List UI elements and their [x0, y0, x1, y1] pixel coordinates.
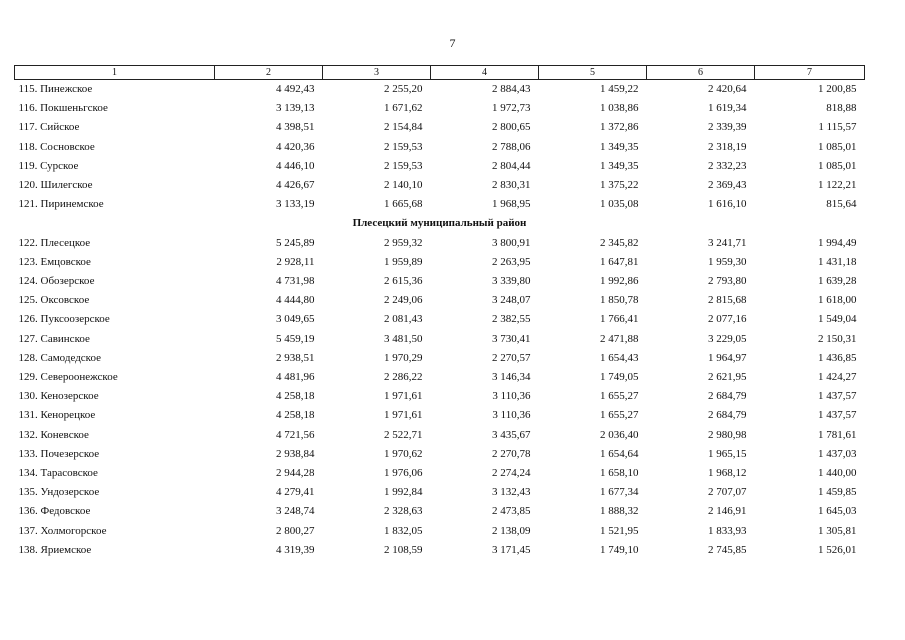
- value-cell: 1 375,22: [600, 179, 639, 192]
- value-cell: 1 618,00: [818, 294, 857, 307]
- value-cell: 4 481,96: [276, 371, 315, 384]
- value-cell: 2 339,39: [708, 121, 747, 134]
- value-cell: 1 305,81: [818, 524, 857, 537]
- header-cell: 3: [323, 66, 431, 80]
- table-row: [15, 483, 865, 502]
- row-name-cell: 135. Ундозерское: [18, 486, 100, 499]
- value-cell: 2 154,84: [384, 121, 423, 134]
- value-cell: 2 473,85: [492, 505, 531, 518]
- value-cell: 1 976,06: [384, 467, 423, 480]
- value-cell: 1 677,34: [600, 486, 639, 499]
- row-name-cell: 137. Холмогорское: [18, 524, 107, 537]
- value-cell: 1 971,61: [384, 390, 423, 403]
- table-row: [15, 157, 865, 176]
- value-cell: 2 255,20: [384, 83, 423, 95]
- value-cell: 1 994,49: [818, 236, 857, 249]
- value-cell: 1 526,01: [818, 543, 857, 556]
- value-cell: 2 928,11: [276, 255, 315, 268]
- row-name-cell: 126. Пуксоозерское: [18, 313, 110, 326]
- value-cell: 4 319,39: [276, 543, 315, 556]
- section-title: Плесецкий муниципальный район: [352, 217, 527, 230]
- value-cell: 2 938,51: [276, 351, 315, 364]
- value-cell: 1 992,86: [600, 275, 639, 288]
- value-cell: 2 615,36: [384, 275, 423, 288]
- value-cell: 1 431,18: [818, 255, 857, 268]
- value-cell: 2 938,84: [276, 447, 315, 460]
- row-name-cell: 128. Самодедское: [18, 351, 101, 364]
- value-cell: 2 522,71: [384, 428, 423, 441]
- value-cell: 1 781,61: [818, 428, 857, 441]
- table-row: [15, 118, 865, 137]
- value-cell: 1 654,64: [600, 447, 639, 460]
- value-cell: 1 437,03: [818, 447, 857, 460]
- value-cell: 2 707,07: [708, 486, 747, 499]
- table-row: [15, 387, 865, 406]
- value-cell: 1 085,01: [818, 159, 857, 172]
- value-cell: 2 328,63: [384, 505, 423, 518]
- header-cell: 2: [215, 66, 323, 80]
- value-cell: 1 437,57: [818, 390, 857, 403]
- value-cell: 2 369,43: [708, 179, 747, 192]
- value-cell: 1 749,05: [600, 371, 639, 384]
- value-cell: 2 684,79: [708, 409, 747, 422]
- value-cell: 1 850,78: [600, 294, 639, 307]
- value-cell: 2 138,09: [492, 524, 531, 537]
- row-name-cell: 117. Сийское: [18, 121, 80, 134]
- value-cell: 4 721,56: [276, 428, 315, 441]
- table-row: [15, 541, 865, 560]
- value-cell: 1 639,28: [818, 275, 857, 288]
- table-row: [15, 138, 865, 157]
- row-name-cell: 121. Пиринемское: [18, 198, 104, 211]
- table-row: [15, 272, 865, 291]
- value-cell: 1 959,89: [384, 255, 423, 268]
- value-cell: 815,64: [826, 198, 857, 211]
- value-cell: 2 815,68: [708, 294, 747, 307]
- table-row: [15, 310, 865, 329]
- row-name-cell: 131. Кенорецкое: [18, 409, 96, 422]
- value-cell: 4 279,41: [276, 486, 315, 499]
- value-cell: 3 481,50: [384, 332, 423, 345]
- table-row: [15, 330, 865, 349]
- header-cell: 7: [755, 66, 865, 80]
- header-cell: 4: [431, 66, 539, 80]
- value-cell: 3 435,67: [492, 428, 531, 441]
- value-cell: 1 968,12: [708, 467, 747, 480]
- value-cell: 3 110,36: [492, 409, 531, 422]
- value-cell: 2 263,95: [492, 255, 531, 268]
- value-cell: 1 459,85: [818, 486, 857, 499]
- value-cell: 2 804,44: [492, 159, 531, 172]
- value-cell: 2 249,06: [384, 294, 423, 307]
- table-row: [15, 522, 865, 541]
- row-name-cell: 130. Кенозерское: [18, 390, 99, 403]
- value-cell: 1 749,10: [600, 543, 639, 556]
- value-cell: 3 133,19: [276, 198, 315, 211]
- data-table: [14, 65, 865, 560]
- value-cell: 2 318,19: [708, 140, 747, 153]
- table-row: [15, 176, 865, 195]
- value-cell: 1 616,10: [708, 198, 747, 211]
- table-row: [15, 368, 865, 387]
- value-cell: 2 793,80: [708, 275, 747, 288]
- row-name-cell: 136. Федовское: [18, 505, 91, 518]
- value-cell: 2 830,31: [492, 179, 531, 192]
- row-name-cell: 134. Тарасовское: [18, 467, 98, 480]
- row-name-cell: 129. Североонежское: [18, 371, 118, 384]
- value-cell: 5 459,19: [276, 332, 315, 345]
- value-cell: 2 159,53: [384, 140, 423, 153]
- value-cell: 2 270,57: [492, 351, 531, 364]
- value-cell: 4 731,98: [276, 275, 315, 288]
- value-cell: 2 621,95: [708, 371, 747, 384]
- value-cell: 1 658,10: [600, 467, 639, 480]
- value-cell: 2 684,79: [708, 390, 747, 403]
- value-cell: 1 436,85: [818, 351, 857, 364]
- value-cell: 5 245,89: [276, 236, 315, 249]
- value-cell: 1 549,04: [818, 313, 857, 326]
- value-cell: 4 492,43: [276, 83, 315, 95]
- table-row: [15, 464, 865, 483]
- table-row: [15, 349, 865, 368]
- value-cell: 3 248,74: [276, 505, 315, 518]
- value-cell: 1 671,62: [384, 102, 423, 115]
- table-row: [15, 291, 865, 310]
- value-cell: 3 132,43: [492, 486, 531, 499]
- value-cell: 1 349,35: [600, 140, 639, 153]
- value-cell: 3 139,13: [276, 102, 315, 115]
- value-cell: 1 122,21: [818, 179, 857, 192]
- value-cell: 1 655,27: [600, 409, 639, 422]
- value-cell: 1 619,34: [708, 102, 747, 115]
- row-name-cell: 138. Яриемское: [18, 543, 92, 556]
- row-name-cell: 132. Коневское: [18, 428, 89, 441]
- value-cell: 2 980,98: [708, 428, 747, 441]
- row-name-cell: 122. Плесецкое: [18, 236, 91, 249]
- value-cell: 2 959,32: [384, 236, 423, 249]
- value-cell: 2 146,91: [708, 505, 747, 518]
- value-cell: 2 382,55: [492, 313, 531, 326]
- value-cell: 1 200,85: [818, 83, 857, 95]
- value-cell: 1 766,41: [600, 313, 639, 326]
- row-name-cell: 118. Сосновское: [18, 140, 95, 153]
- row-name-cell: 133. Почезерское: [18, 447, 100, 460]
- value-cell: 3 800,91: [492, 236, 531, 249]
- value-cell: 2 286,22: [384, 371, 423, 384]
- value-cell: 1 833,93: [708, 524, 747, 537]
- table-row: [15, 99, 865, 118]
- row-name-cell: 120. Шилегское: [18, 179, 93, 192]
- value-cell: 1 654,43: [600, 351, 639, 364]
- value-cell: 3 241,71: [708, 236, 747, 249]
- value-cell: 2 944,28: [276, 467, 315, 480]
- table-row: [15, 426, 865, 445]
- value-cell: 1 647,81: [600, 255, 639, 268]
- value-cell: 2 270,78: [492, 447, 531, 460]
- value-cell: 1 965,15: [708, 447, 747, 460]
- value-cell: 4 420,36: [276, 140, 315, 153]
- value-cell: 1 992,84: [384, 486, 423, 499]
- row-name-cell: 116. Покшеньгское: [18, 102, 108, 115]
- row-name-cell: 115. Пинежское: [18, 83, 93, 95]
- row-name-cell: 125. Оксовское: [18, 294, 90, 307]
- table-row: [15, 80, 865, 100]
- value-cell: 2 788,06: [492, 140, 531, 153]
- value-cell: 4 444,80: [276, 294, 315, 307]
- row-name-cell: 127. Савинское: [18, 332, 90, 345]
- value-cell: 1 888,32: [600, 505, 639, 518]
- value-cell: 1 437,57: [818, 409, 857, 422]
- value-cell: 1 655,27: [600, 390, 639, 403]
- value-cell: 3 248,07: [492, 294, 531, 307]
- value-cell: 1 832,05: [384, 524, 423, 537]
- value-cell: 1 645,03: [818, 505, 857, 518]
- value-cell: 4 258,18: [276, 409, 315, 422]
- value-cell: 4 426,67: [276, 179, 315, 192]
- value-cell: 2 036,40: [600, 428, 639, 441]
- value-cell: 1 085,01: [818, 140, 857, 153]
- value-cell: 4 258,18: [276, 390, 315, 403]
- value-cell: 3 146,34: [492, 371, 531, 384]
- value-cell: 2 345,82: [600, 236, 639, 249]
- row-name-cell: 119. Сурское: [18, 159, 79, 172]
- value-cell: 1 964,97: [708, 351, 747, 364]
- value-cell: 1 115,57: [818, 121, 857, 134]
- value-cell: 1 349,35: [600, 159, 639, 172]
- value-cell: 1 972,73: [492, 102, 531, 115]
- value-cell: 1 968,95: [492, 198, 531, 211]
- value-cell: 3 049,65: [276, 313, 315, 326]
- value-cell: 2 140,10: [384, 179, 423, 192]
- table-row: [15, 253, 865, 272]
- value-cell: 2 471,88: [600, 332, 639, 345]
- value-cell: 818,88: [826, 102, 857, 115]
- header-cell: 5: [539, 66, 647, 80]
- value-cell: 1 035,08: [600, 198, 639, 211]
- table-row: [15, 195, 865, 214]
- value-cell: 1 665,68: [384, 198, 423, 211]
- value-cell: 2 077,16: [708, 313, 747, 326]
- value-cell: 2 745,85: [708, 543, 747, 556]
- row-name-cell: 124. Обозерское: [18, 275, 95, 288]
- value-cell: 1 372,86: [600, 121, 639, 134]
- header-cell: 6: [647, 66, 755, 80]
- value-cell: 2 332,23: [708, 159, 747, 172]
- value-cell: 3 229,05: [708, 332, 747, 345]
- value-cell: 1 959,30: [708, 255, 747, 268]
- value-cell: 1 521,95: [600, 524, 639, 537]
- table-row: [15, 445, 865, 464]
- value-cell: 3 110,36: [492, 390, 531, 403]
- value-cell: 3 730,41: [492, 332, 531, 345]
- value-cell: 4 398,51: [276, 121, 315, 134]
- section-header-row: [15, 214, 865, 233]
- value-cell: 2 150,31: [818, 332, 857, 345]
- value-cell: 1 971,61: [384, 409, 423, 422]
- table-row: [15, 502, 865, 521]
- value-cell: 2 884,43: [492, 83, 531, 95]
- value-cell: 1 424,27: [818, 371, 857, 384]
- value-cell: 2 108,59: [384, 543, 423, 556]
- value-cell: 1 459,22: [600, 83, 639, 95]
- value-cell: 1 440,00: [818, 467, 857, 480]
- value-cell: 1 038,86: [600, 102, 639, 115]
- header-cell: 1: [15, 66, 215, 80]
- table-row: [15, 406, 865, 425]
- column-number-header: [15, 66, 865, 80]
- value-cell: 3 171,45: [492, 543, 531, 556]
- table-body: [15, 80, 865, 561]
- value-cell: 2 081,43: [384, 313, 423, 326]
- value-cell: 2 800,27: [276, 524, 315, 537]
- value-cell: 2 274,24: [492, 467, 531, 480]
- page-number: 7: [449, 36, 456, 50]
- value-cell: 3 339,80: [492, 275, 531, 288]
- table-row: [15, 234, 865, 253]
- row-name-cell: 123. Емцовское: [18, 255, 91, 268]
- value-cell: 1 970,62: [384, 447, 423, 460]
- value-cell: 1 970,29: [384, 351, 423, 364]
- value-cell: 2 420,64: [708, 83, 747, 95]
- value-cell: 2 800,65: [492, 121, 531, 134]
- value-cell: 4 446,10: [276, 159, 315, 172]
- value-cell: 2 159,53: [384, 159, 423, 172]
